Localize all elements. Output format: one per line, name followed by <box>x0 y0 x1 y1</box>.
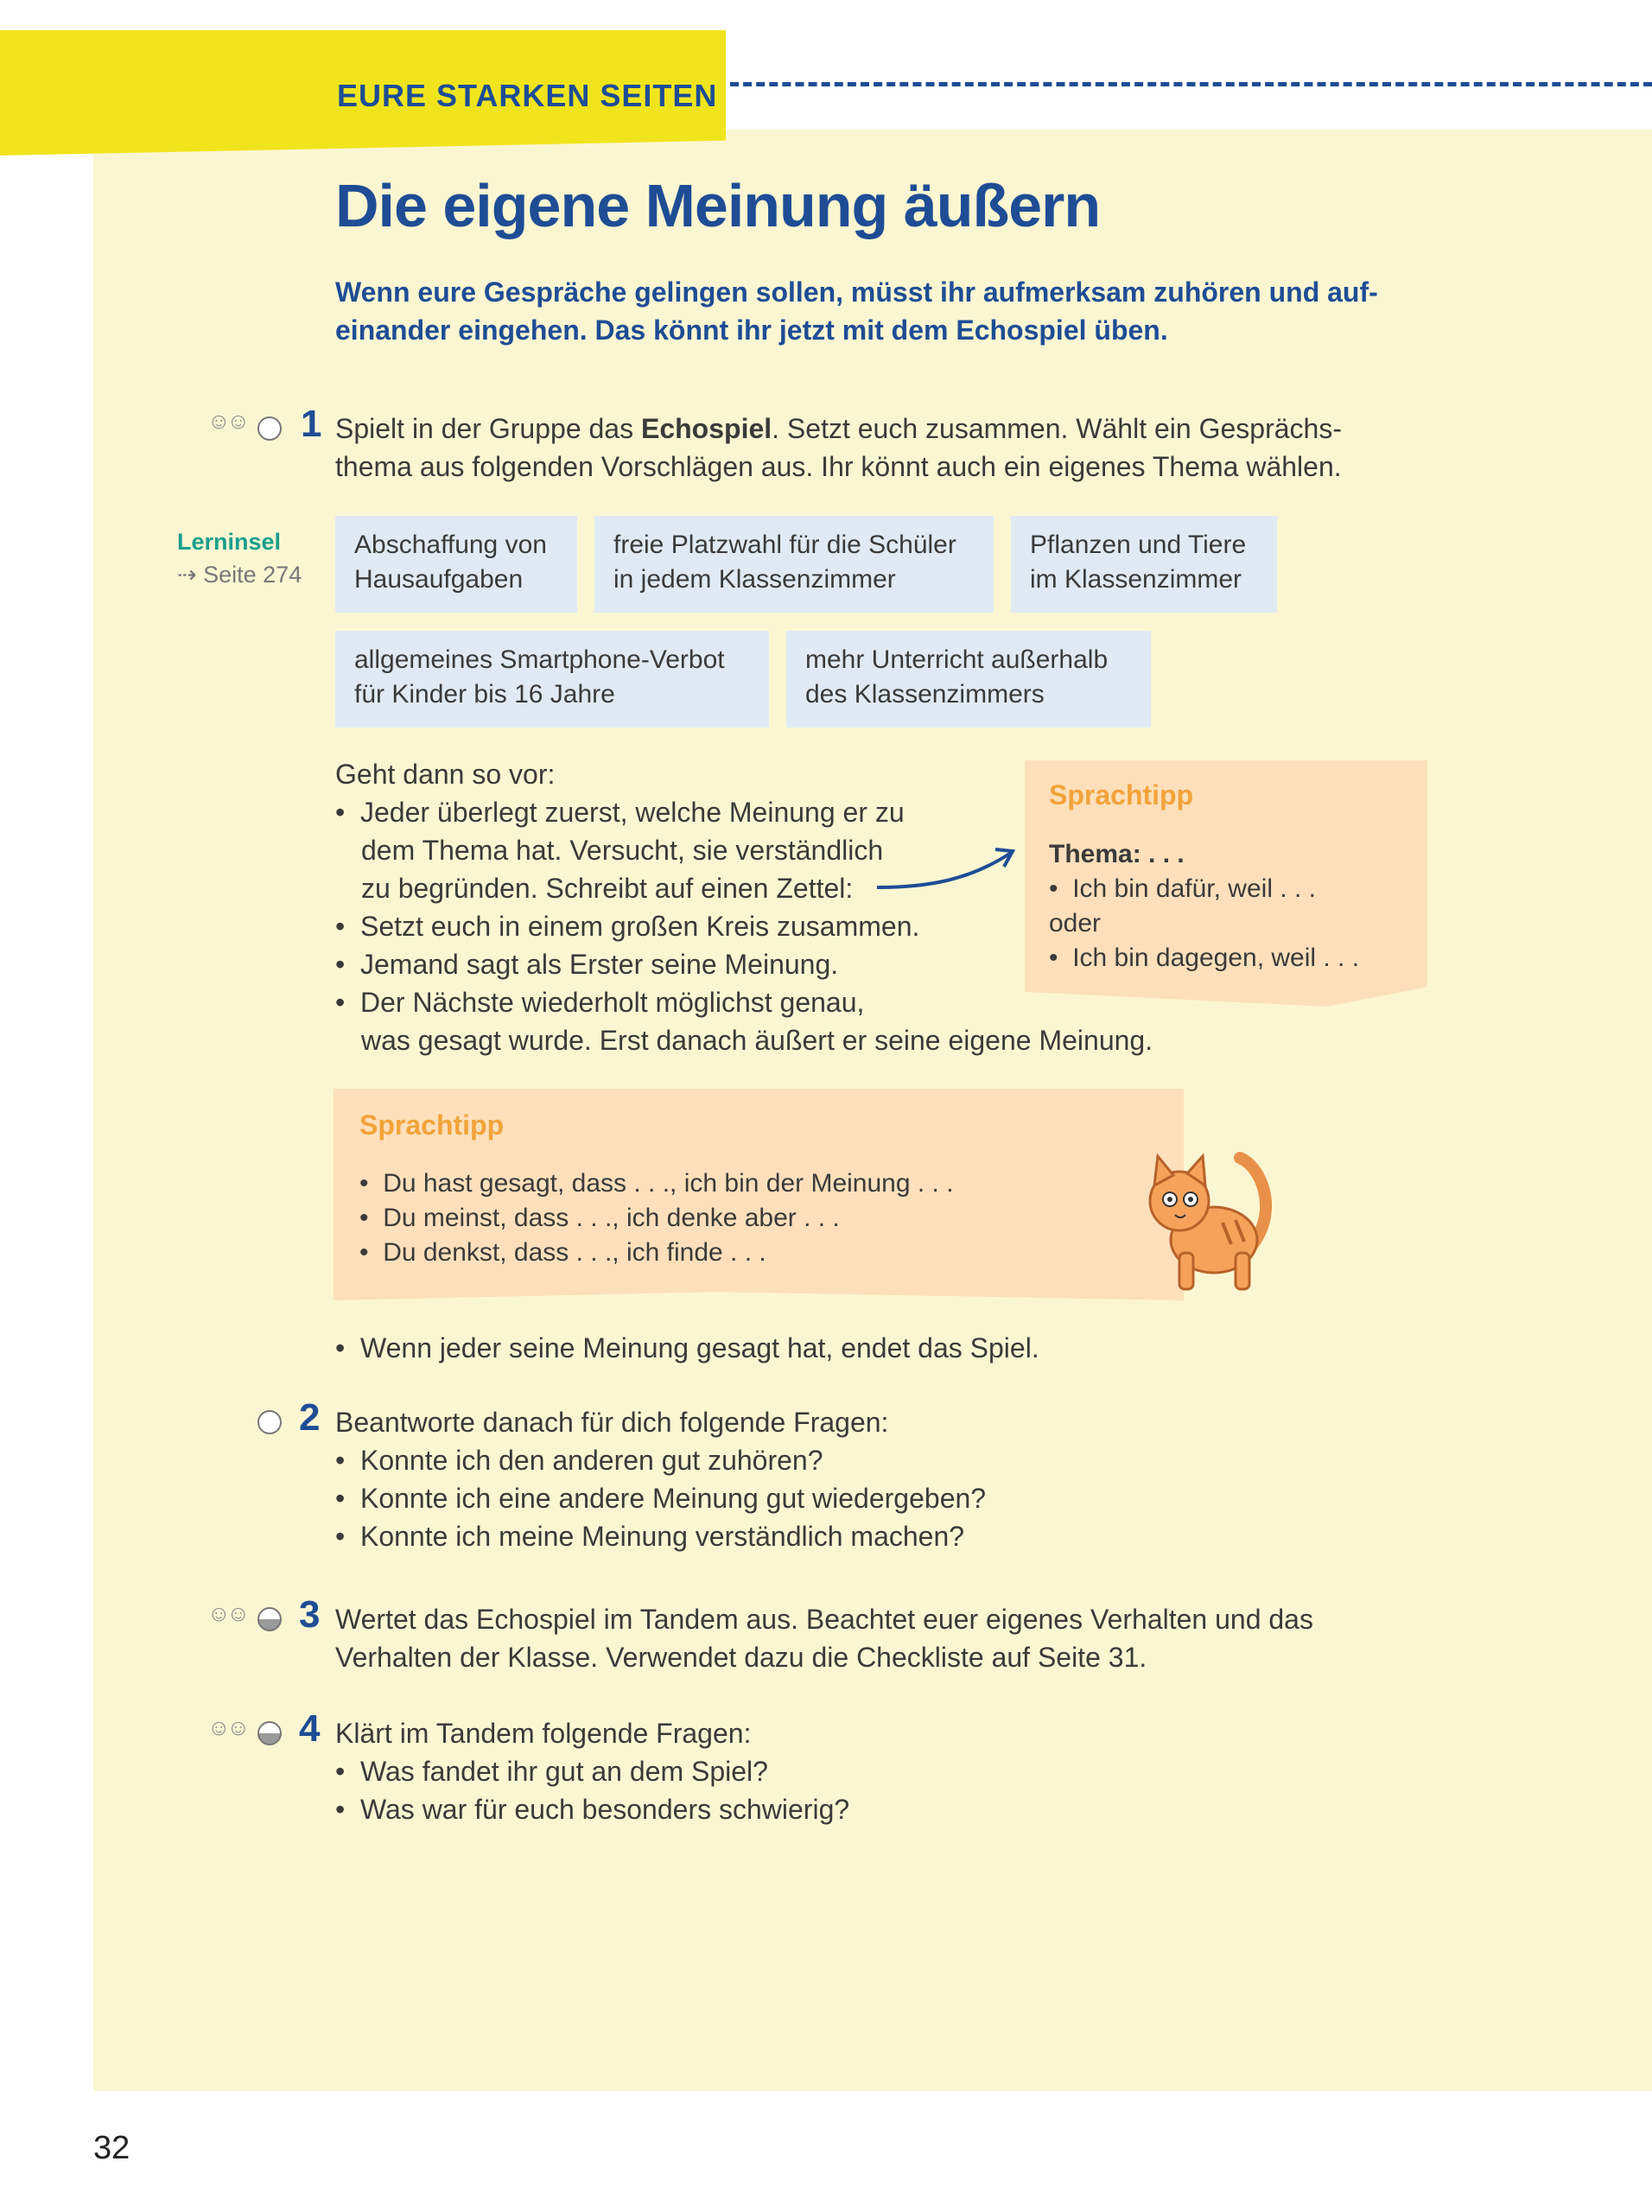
intro-line-2: einander eingehen. Das könnt ihr jetzt mit dem Echospiel üben. <box>335 315 1168 346</box>
procedure-item-cont: was gesagt wurde. Erst danach äußert er seine eigene Meinung. <box>361 1025 1153 1056</box>
task3-line-2: Verhalten der Klasse. Verwendet dazu die Checkliste auf Seite 31. <box>335 1642 1147 1673</box>
tip-line: • Du hast gesagt, dass . . ., ich bin der Meinung . . . <box>359 1169 954 1198</box>
tip-line: • Du meinst, dass . . ., ich denke aber . . . <box>359 1204 840 1232</box>
page-number: 32 <box>93 2130 130 2166</box>
tip-title: Sprachtipp <box>359 1109 505 1141</box>
difficulty-circle-icon <box>257 416 282 441</box>
task-number: 1 <box>301 403 322 445</box>
arrow-icon <box>873 842 1020 894</box>
procedure-item: • Jemand sagt als Erster seine Meinung. <box>335 949 839 980</box>
page-reference[interactable]: ⇢ Seite 274 <box>177 562 302 588</box>
task3-line-1: Wertet das Echospiel im Tandem aus. Beachtet euer eigenes Verhalten und das <box>335 1604 1313 1635</box>
task4-text: Klärt im Tandem folgende Fragen: <box>335 1718 752 1749</box>
intro-line-1: Wenn eure Gespräche gelingen sollen, müsst ihr aufmerksam zuhören und auf- <box>335 276 1378 308</box>
link-arrow-icon: ⇢ <box>177 562 197 588</box>
difficulty-circle-icon <box>257 1410 282 1434</box>
task-number: 3 <box>299 1593 321 1636</box>
procedure-intro: Geht dann so vor: <box>335 759 556 790</box>
section-label: EURE STARKEN SEITEN <box>337 78 718 113</box>
task2-text: Beantworte danach für dich folgende Fragen: <box>335 1407 889 1438</box>
topic-card: freie Platzwahl für die Schüler in jedem Klassenzimmer <box>594 516 994 613</box>
tip-line: • Ich bin dafür, weil . . . <box>1049 874 1316 903</box>
task-number: 4 <box>299 1707 321 1750</box>
task1-line-2: thema aus folgenden Vorschlägen aus. Ihr könnt auch ein eigenes Thema wählen. <box>335 451 1342 482</box>
tip-subtitle: Thema: . . . <box>1049 840 1185 868</box>
tip-title: Sprachtipp <box>1049 779 1194 810</box>
header-dashed-line <box>730 82 1652 86</box>
procedure-item-cont: dem Thema hat. Versucht, sie verständlich <box>361 835 884 866</box>
tip-line: • Du denkst, dass . . ., ich finde . . . <box>359 1238 766 1267</box>
procedure-item: • Jeder überlegt zuerst, welche Meinung er zu <box>335 797 905 828</box>
task-number: 2 <box>299 1396 321 1439</box>
final-bullet: • Wenn jeder seine Meinung gesagt hat, endet das Spiel. <box>335 1332 1039 1363</box>
task2-item: • Konnte ich den anderen gut zuhören? <box>335 1445 823 1476</box>
procedure-item-cont: zu begründen. Schreibt auf einen Zettel: <box>361 873 854 904</box>
pair-icon: ☺☺ <box>207 1600 247 1626</box>
lerninsel-label: Lerninsel <box>177 529 282 555</box>
tip-line: oder <box>1049 909 1102 938</box>
topic-card: Abschaffung von Hausaufgaben <box>335 516 577 613</box>
tip-line: • Ich bin dagegen, weil . . . <box>1049 944 1360 972</box>
task4-item: • Was fandet ihr gut an dem Spiel? <box>335 1756 768 1787</box>
topic-card: Pflanzen und Tiere im Klassenzimmer <box>1011 516 1277 613</box>
task1-line-1: Spielt in der Gruppe das Echospiel. Setzt euch zusammen. Wählt ein Gesprächs- <box>335 413 1342 444</box>
task2-item: • Konnte ich eine andere Meinung gut wiedergeben? <box>335 1483 987 1514</box>
task2-item: • Konnte ich meine Meinung verständlich machen? <box>335 1521 965 1552</box>
page-title: Die eigene Meinung äußern <box>335 172 1101 239</box>
group-icon: ☺☺ <box>207 408 247 434</box>
procedure-item: • Der Nächste wiederholt möglichst genau, <box>335 987 865 1018</box>
task4-item: • Was war für euch besonders schwierig? <box>335 1794 850 1825</box>
difficulty-circle-icon <box>257 1721 282 1745</box>
topic-card: allgemeines Smartphone-Verbot für Kinder bis 16 Jahre <box>335 631 769 728</box>
procedure-item: • Setzt euch in einem großen Kreis zusammen. <box>335 911 920 942</box>
topic-card: mehr Unterricht außerhalb des Klassenzimmers <box>786 631 1151 728</box>
cat-illustration <box>1132 1141 1287 1296</box>
difficulty-circle-icon <box>257 1607 282 1631</box>
pair-icon: ☺☺ <box>207 1714 247 1740</box>
